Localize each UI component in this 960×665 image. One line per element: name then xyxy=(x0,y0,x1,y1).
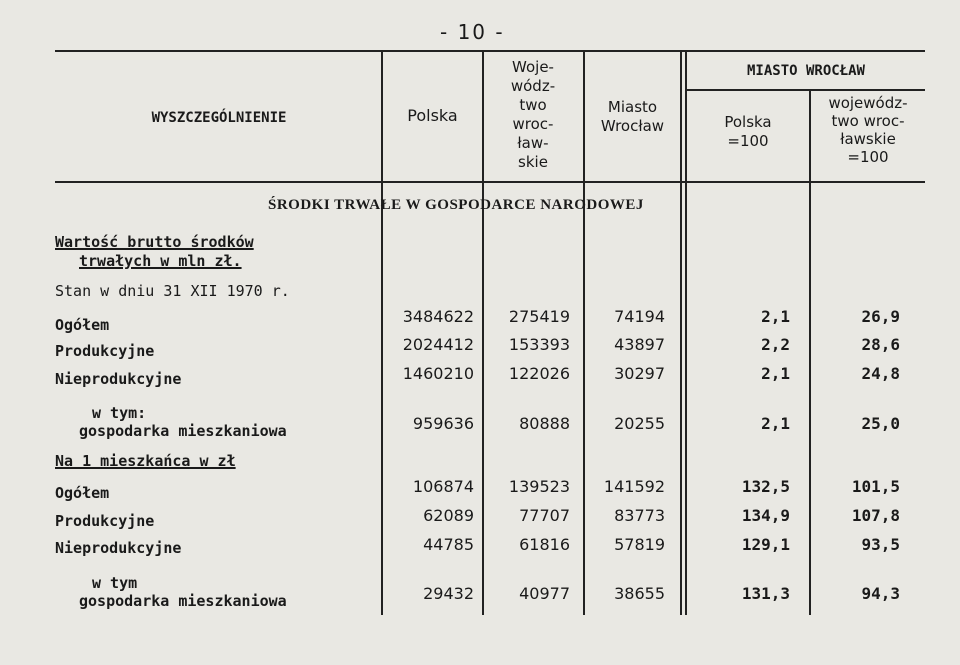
cell-polska: 3484622 xyxy=(402,307,474,326)
rule-header-bottom xyxy=(55,181,925,183)
header-miasto: Miasto Wrocław xyxy=(600,98,665,135)
cell-woj: 80888 xyxy=(519,414,570,433)
cell-polska-100: 2,1 xyxy=(761,364,790,383)
col-divider-4a xyxy=(680,50,682,615)
cell-miasto: 30297 xyxy=(614,364,665,383)
label-nieprodukcyjne-2: Nieprodukcyjne xyxy=(55,539,182,557)
cell-miasto: 38655 xyxy=(614,584,665,603)
cell-miasto: 83773 xyxy=(614,506,665,525)
header-polska: Polska xyxy=(407,106,458,125)
cell-woj: 122026 xyxy=(508,364,570,383)
cell-polska: 44785 xyxy=(423,535,474,554)
cell-miasto: 43897 xyxy=(614,335,665,354)
label-wartosc-line2: trwałych w mln zł. xyxy=(79,252,242,270)
header-miasto-group: MIASTO WROCŁAW xyxy=(746,63,865,79)
cell-woj-100: 25,0 xyxy=(861,414,900,433)
label-wartosc-line1: Wartość brutto środków xyxy=(55,233,254,251)
header-wojewodztwo: Woje- wódz- two wroc- ław- skie xyxy=(510,58,556,171)
cell-miasto: 141592 xyxy=(603,477,665,496)
cell-miasto: 57819 xyxy=(614,535,665,554)
cell-woj-100: 26,9 xyxy=(861,307,900,326)
label-produkcyjne-2: Produkcyjne xyxy=(55,512,155,530)
cell-miasto: 74194 xyxy=(614,307,665,326)
cell-woj-100: 24,8 xyxy=(861,364,900,383)
cell-miasto: 20255 xyxy=(614,414,665,433)
cell-woj: 77707 xyxy=(519,506,570,525)
cell-woj: 139523 xyxy=(508,477,570,496)
cell-polska-100: 2,1 xyxy=(761,307,790,326)
label-gospodarka-1: gospodarka mieszkaniowa xyxy=(79,422,287,440)
cell-polska-100: 129,1 xyxy=(741,535,790,554)
col-divider-4b xyxy=(685,50,687,615)
cell-woj-100: 101,5 xyxy=(851,477,900,496)
label-stan: Stan w dniu 31 XII 1970 r. xyxy=(55,282,290,300)
cell-polska: 1460210 xyxy=(402,364,474,383)
cell-polska: 29432 xyxy=(423,584,474,603)
label-wtym-1: w tym: xyxy=(92,404,147,422)
cell-woj: 61816 xyxy=(519,535,570,554)
cell-woj-100: 93,5 xyxy=(861,535,900,554)
section-title: ŚRODKI TRWAŁE W GOSPODARCE NARODOWEJ xyxy=(268,197,644,213)
cell-woj-100: 28,6 xyxy=(861,335,900,354)
cell-woj-100: 107,8 xyxy=(851,506,900,525)
cell-polska: 2024412 xyxy=(402,335,474,354)
cell-polska-100: 134,9 xyxy=(741,506,790,525)
cell-polska-100: 2,2 xyxy=(761,335,790,354)
label-gospodarka-2: gospodarka mieszkaniowa xyxy=(79,592,287,610)
label-wtym-2: w tym xyxy=(92,574,138,592)
header-woj-index: wojewódz- two wroc- ławskie =100 xyxy=(828,94,908,166)
cell-polska-100: 2,1 xyxy=(761,414,790,433)
page-number: - 10 - xyxy=(440,20,505,44)
cell-woj-100: 94,3 xyxy=(861,584,900,603)
label-na-1-mieszkanca: Na 1 mieszkańca w zł xyxy=(55,452,236,470)
label-nieprodukcyjne-1: Nieprodukcyjne xyxy=(55,370,182,388)
cell-polska: 959636 xyxy=(412,414,474,433)
label-ogolem-1: Ogółem xyxy=(55,316,110,334)
cell-woj: 40977 xyxy=(519,584,570,603)
cell-polska-100: 132,5 xyxy=(741,477,790,496)
rule-top xyxy=(55,50,925,52)
cell-woj: 275419 xyxy=(508,307,570,326)
col-divider-5 xyxy=(809,89,811,615)
label-produkcyjne-1: Produkcyjne xyxy=(55,342,155,360)
header-polska-index: Polska =100 xyxy=(724,113,772,150)
label-ogolem-2: Ogółem xyxy=(55,484,110,502)
cell-polska: 106874 xyxy=(412,477,474,496)
rule-group xyxy=(685,89,925,91)
cell-polska: 62089 xyxy=(423,506,474,525)
cell-woj: 153393 xyxy=(508,335,570,354)
cell-polska-100: 131,3 xyxy=(741,584,790,603)
col-divider-1 xyxy=(381,50,383,615)
header-wyszczegolnienie: WYSZCZEGÓLNIENIE xyxy=(151,110,287,126)
